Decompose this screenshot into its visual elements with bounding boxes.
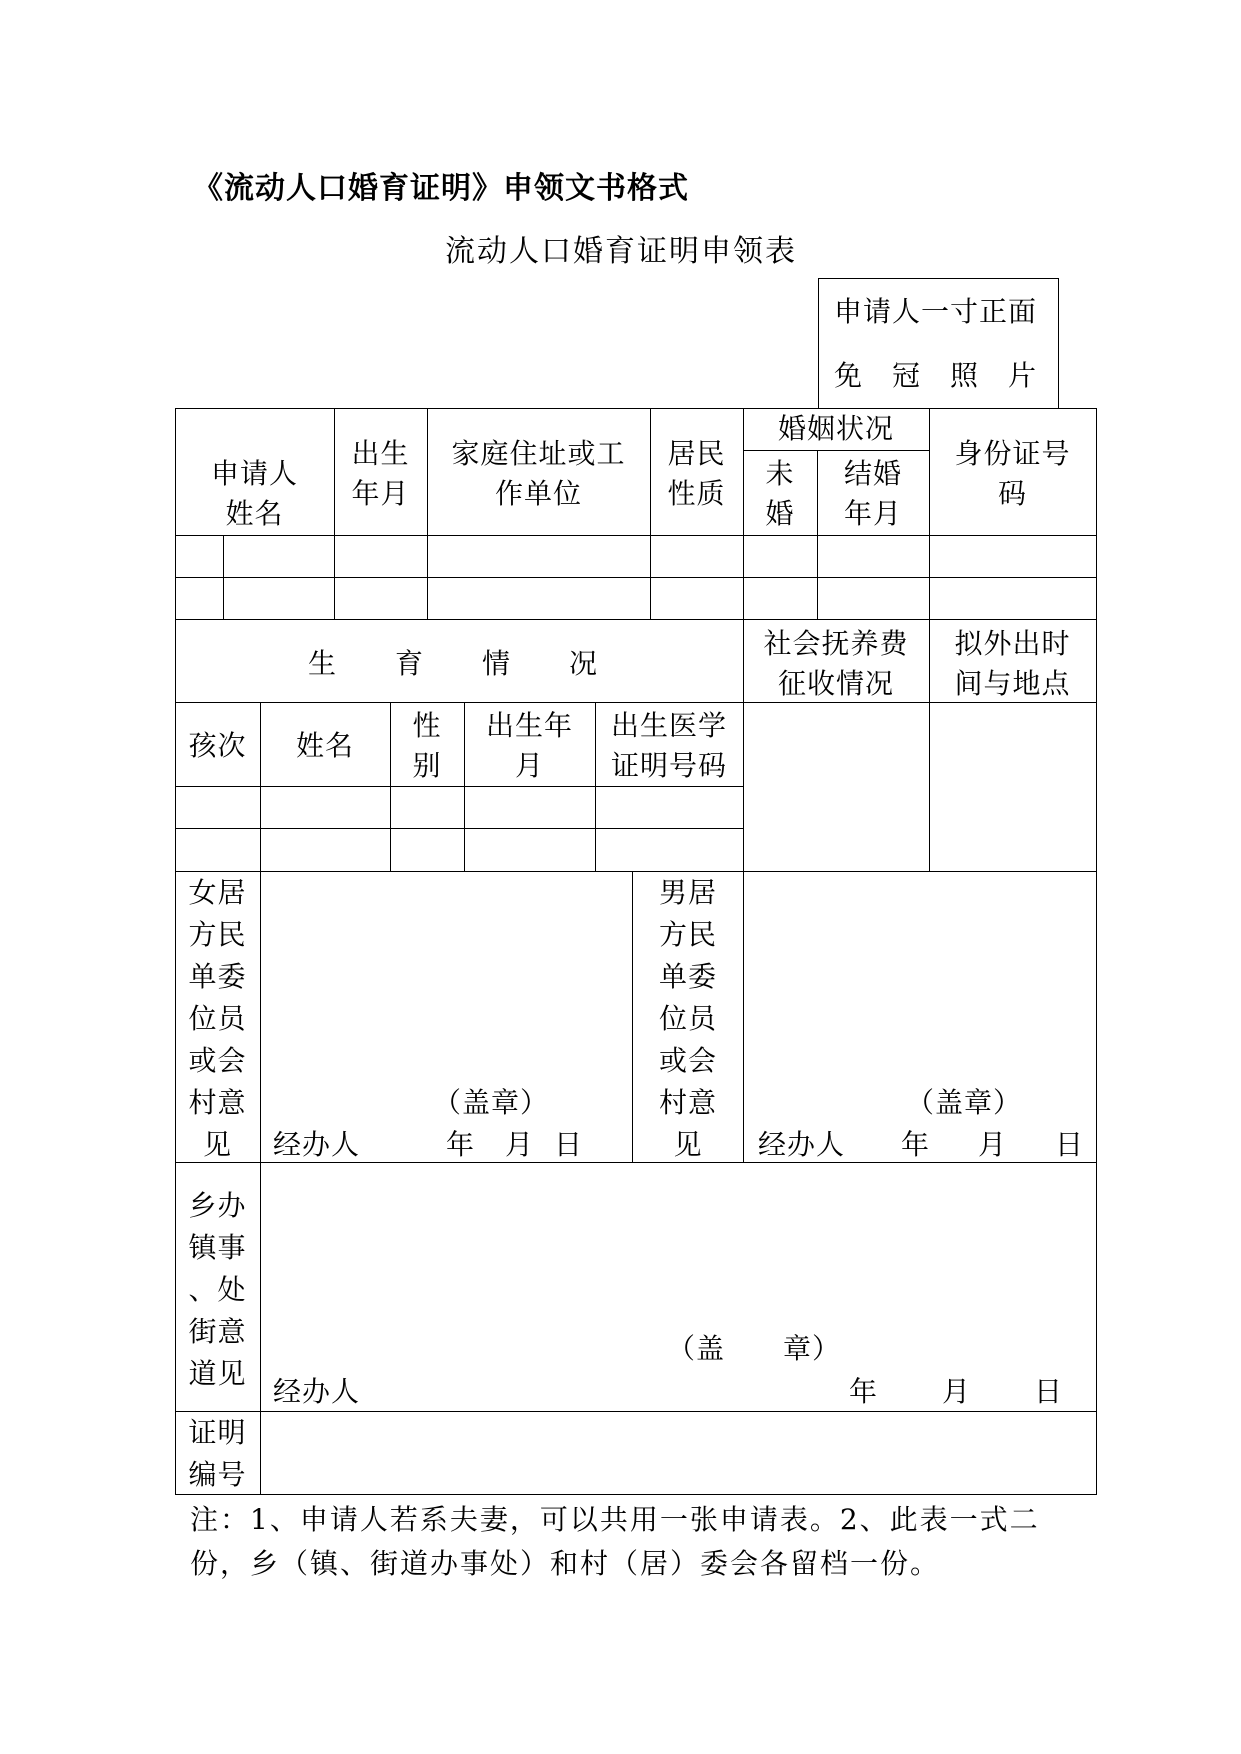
header-address-1: 家庭住址或工 bbox=[451, 437, 626, 470]
travel-plan-2: 间与地点 bbox=[954, 667, 1071, 700]
female-year: 年 bbox=[446, 1128, 476, 1161]
header-married-date-1: 结婚 bbox=[843, 457, 902, 490]
header-residence-1: 居民 bbox=[667, 437, 726, 470]
township-seal: （盖 章） bbox=[667, 1332, 842, 1365]
female-month: 月 bbox=[505, 1128, 535, 1161]
fertility-title: 生 育 情 况 bbox=[308, 647, 599, 680]
child-birth-label-2: 月 bbox=[514, 749, 544, 782]
header-residence-2: 性质 bbox=[667, 477, 726, 510]
child-order-label: 孩次 bbox=[188, 729, 247, 762]
header-marital-status: 婚姻状况 bbox=[777, 412, 894, 445]
social-fee-2: 征收情况 bbox=[777, 667, 894, 700]
document-heading: 《流动人口婚育证明》申领文书格式 bbox=[193, 171, 689, 206]
female-handler: 经办人 bbox=[273, 1128, 361, 1161]
header-applicant-name-2: 姓名 bbox=[225, 497, 284, 530]
header-id-2: 码 bbox=[997, 477, 1027, 510]
header-unmarried-2: 婚 bbox=[765, 497, 795, 530]
document-page: 《流动人口婚育证明》申领文书格式 流动人口婚育证明申领表 申请人一寸正面 免 冠 照 片 申请人 姓名 出生 年月 家庭住址或工 作单位 居民 性质 婚姻状况 未 婚 结婚 年月 身份证号 码 生 育 情 况 社会抚养费 征收情况 拟外出时 间与地点 孩次 姓名 性 别 出生年 月 出生医学 证明号码 女居 方民 单委 位员 或会 村意 见 （盖章） 经办人 年 月 日 男居 方民 单委 位员 或会 村意 见 （盖章） 经办人 年 月 日 乡办 镇事 、处 街意 道见 （盖 章） 经办人 年 月 日 证明 编号 注：1、申请人若系夫妻，可以共用一张申请表。2、此表一式二 份，乡（镇、街道办事处）和村（居）委会各留档一份。 bbox=[0, 0, 1241, 1754]
header-applicant-name-1: 申请人 bbox=[210, 457, 298, 490]
female-seal: （盖章） bbox=[433, 1086, 550, 1119]
township-day: 日 bbox=[1034, 1375, 1064, 1408]
child-birth-label-1: 出生年 bbox=[485, 709, 573, 742]
female-day: 日 bbox=[554, 1128, 584, 1161]
male-handler: 经办人 bbox=[758, 1128, 846, 1161]
male-year: 年 bbox=[901, 1128, 931, 1161]
note-line-2: 份，乡（镇、街道办事处）和村（居）委会各留档一份。 bbox=[190, 1547, 941, 1580]
township-year: 年 bbox=[849, 1375, 879, 1408]
photo-label-line1: 申请人一寸正面 bbox=[834, 295, 1038, 328]
header-address-2: 作单位 bbox=[494, 477, 582, 510]
child-cert-label-2: 证明号码 bbox=[610, 749, 727, 782]
header-birth-2: 年月 bbox=[351, 477, 410, 510]
header-id-1: 身份证号 bbox=[954, 437, 1071, 470]
child-name-label: 姓名 bbox=[295, 729, 354, 762]
social-fee-1: 社会抚养费 bbox=[763, 627, 909, 660]
male-day: 日 bbox=[1055, 1128, 1085, 1161]
cert-number-label-1: 证明 bbox=[188, 1416, 247, 1449]
form-title: 流动人口婚育证明申领表 bbox=[445, 234, 797, 269]
township-handler: 经办人 bbox=[273, 1375, 361, 1408]
child-sex-label-1: 性 bbox=[412, 709, 442, 742]
header-married-date-2: 年月 bbox=[843, 497, 902, 530]
child-cert-label-1: 出生医学 bbox=[610, 709, 727, 742]
cert-number-label-2: 编号 bbox=[188, 1458, 247, 1491]
township-month: 月 bbox=[942, 1375, 972, 1408]
header-birth-1: 出生 bbox=[351, 437, 410, 470]
photo-label-line2: 免 冠 照 片 bbox=[834, 359, 1038, 392]
child-sex-label-2: 别 bbox=[412, 749, 442, 782]
male-seal: （盖章） bbox=[906, 1086, 1023, 1119]
male-month: 月 bbox=[978, 1128, 1008, 1161]
travel-plan-1: 拟外出时 bbox=[954, 627, 1071, 660]
header-unmarried-1: 未 bbox=[765, 457, 795, 490]
note-line-1: 注：1、申请人若系夫妻，可以共用一张申请表。2、此表一式二 bbox=[190, 1503, 1040, 1536]
